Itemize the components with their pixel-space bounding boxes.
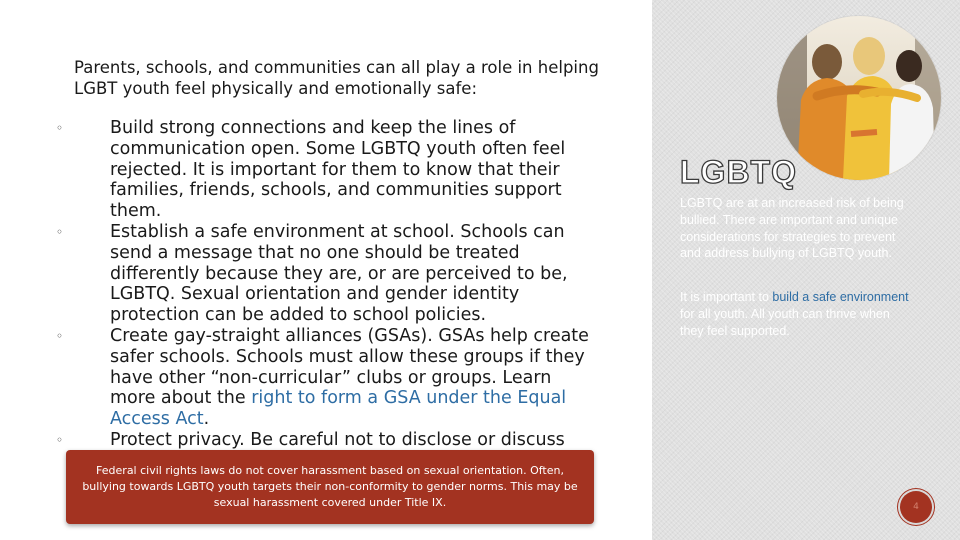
bullet-text: Protect privacy. Be careful not to disclose or discuss (110, 429, 565, 450)
bullet-item (56, 430, 601, 451)
bullet-text-end: . (203, 409, 210, 430)
bullet-text: Establish a safe environment at school. Schools can send a message that no one should be treated differently because they are, or are perceived to be, LGBTQ. Sexual orientation and gender identity protection can be added to school policies. (110, 221, 568, 326)
bullet-item (56, 222, 601, 326)
bullet-text: Build strong connections and keep the lines of communication open. Some LGBTQ youth often feel rejected. It is important for them to know that their families, friends, schools, and communities support them. (110, 118, 566, 222)
photo-illustration (777, 16, 941, 180)
gsa-rights-link[interactable]: right to form a GSA under the Equal Access Act (110, 388, 567, 430)
side-paragraph-risk: LGBTQ are at an increased risk of being bullied. There are important and unique considerations for strategies to prevent and address bullying of LGBTQ youth. (680, 196, 904, 261)
bullet-marker: ◦ (56, 328, 64, 343)
side-para-text: It is important to (680, 290, 773, 304)
bullet-list (56, 118, 601, 451)
side-para-text-end: for all youth. All youth can thrive when they feel supported. (680, 306, 890, 338)
bullet-marker: ◦ (56, 224, 64, 239)
bullet-item (56, 326, 601, 430)
page-number-badge (900, 491, 932, 523)
side-title: LGBTQ (680, 154, 797, 190)
intro-text: Parents, schools, and communities can all play a role in helping LGBT youth feel physically and emotionally safe: (74, 58, 599, 98)
safe-environment-link[interactable]: build a safe environment (772, 290, 909, 304)
bullet-marker: ◦ (56, 432, 64, 447)
people-hugging-photo (777, 16, 941, 180)
page-number: 4 (913, 502, 919, 512)
bullet-text: Create gay-straight alliances (GSAs). GSAs help create safer schools. Schools must allow these groups if they have other “non-curricular” clubs or groups. Learn more about the (110, 325, 589, 409)
bullet-item (56, 118, 601, 222)
callout-text: Federal civil rights laws do not cover harassment based on sexual orientation. Often, bullying towards LGBTQ youth targets their non-conformity to gender norms. This may be sexual harassment covered under Title IX. (82, 464, 578, 509)
bullet-marker: ◦ (56, 121, 64, 135)
side-paragraph-environment (680, 289, 910, 339)
callout-box (66, 450, 594, 524)
